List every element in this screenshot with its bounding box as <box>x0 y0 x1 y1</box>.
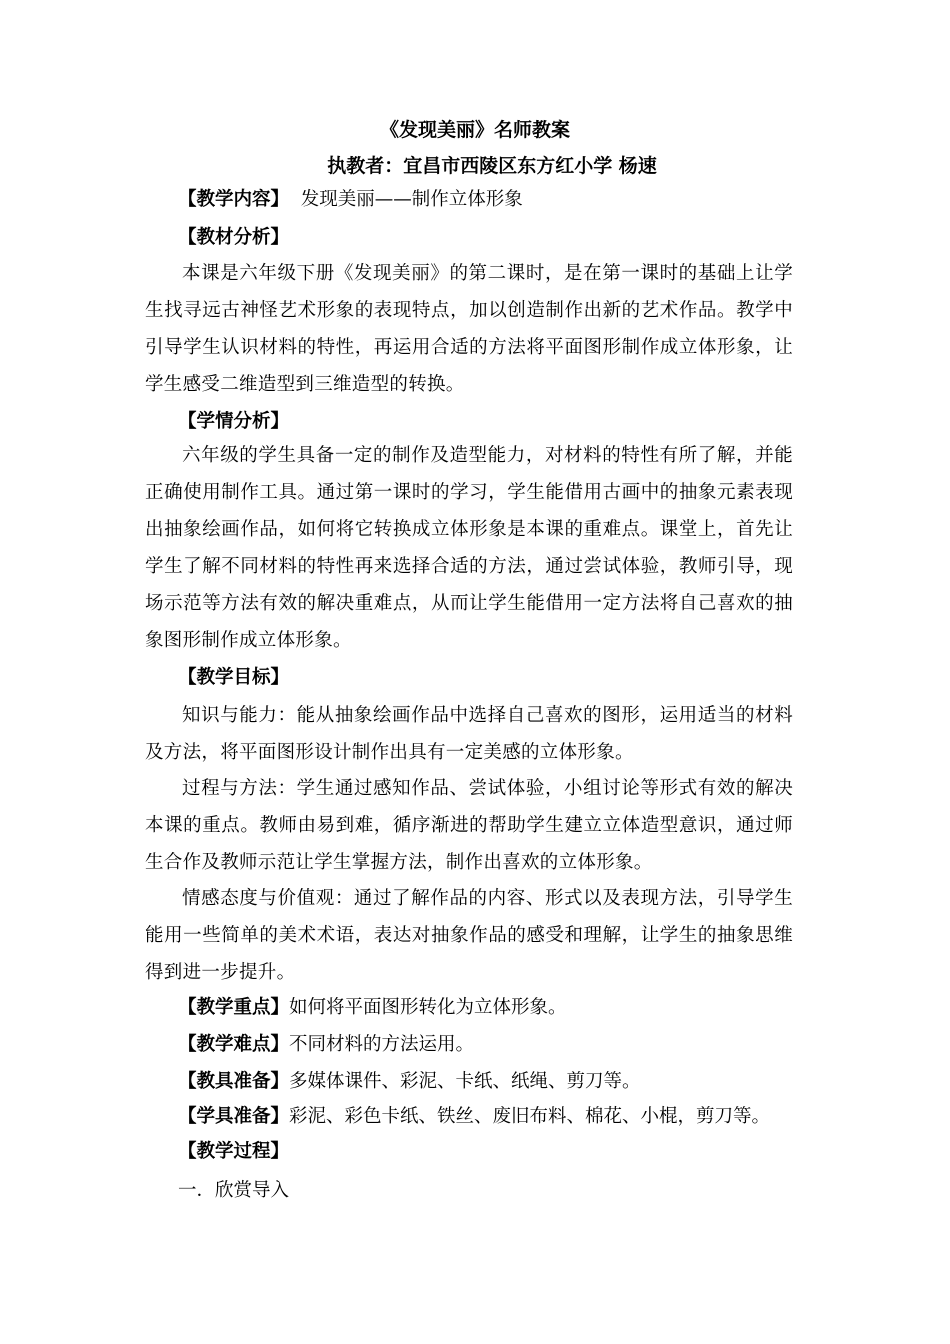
teaching-content-label: 【教学内容】 <box>178 189 290 210</box>
student-tools-label: 【学具准备】 <box>178 1106 290 1127</box>
process-step-1: 一．欣赏导入 <box>178 1180 290 1201</box>
goal-process-text: 过程与方法：学生通过感知作品、尝试体验，小组讨论等形式有效的解决本课的重点。教师由易到难，循序渐进的帮助学生建立立体造型意识，通过师生合作及教师示范让学生掌握方法，制作出喜欢的立体形象。 <box>145 778 793 873</box>
student-tools-row <box>178 1105 770 1129</box>
key-point-row <box>178 996 567 1020</box>
student-tools-text: 彩泥、彩色卡纸、铁丝、废旧布料、棉花、小棍，剪刀等。 <box>289 1106 771 1127</box>
key-point-label: 【教学重点】 <box>178 997 290 1018</box>
document-title: 《发现美丽》名师教案 <box>379 119 570 141</box>
difficulty-label: 【教学难点】 <box>178 1034 290 1055</box>
document-author: 执教者：宜昌市西陵区东方红小学 杨速 <box>327 155 657 177</box>
material-analysis-text: 本课是六年级下册《发现美丽》的第二课时，是在第一课时的基础上让学生找寻远古神怪艺术形象的表现特点，加以创造制作出新的艺术作品。教学中引导学生认识材料的特性，再运用合适的方法将平面图形制作成立体形象，让学生感受二维造型到三维造型的转换。 <box>145 263 793 395</box>
teacher-tools-label: 【教具准备】 <box>178 1071 290 1092</box>
material-analysis-heading: 【教材分析】 <box>178 227 290 248</box>
teacher-tools-row <box>178 1070 641 1094</box>
teaching-content-row <box>178 188 523 212</box>
difficulty-row <box>178 1033 474 1057</box>
teaching-process-heading: 【教学过程】 <box>178 1141 290 1162</box>
difficulty-text: 不同材料的方法运用。 <box>289 1034 475 1055</box>
goal-knowledge-text: 知识与能力：能从抽象绘画作品中选择自己喜欢的图形，运用适当的材料及方法，将平面图形设计制作出具有一定美感的立体形象。 <box>145 705 793 763</box>
student-analysis-text: 六年级的学生具备一定的制作及造型能力，对材料的特性有所了解，并能正确使用制作工具。通过第一课时的学习，学生能借用古画中的抽象元素表现出抽象绘画作品，如何将它转换成立体形象是本课的重难点。课堂上，首先让学生了解不同材料的特性再来选择合适的方法，通过尝试体验，教师引导，现场示范等方法有效的解决重难点，从而让学生能借用一定方法将自己喜欢的抽象图形制作成立体形象。 <box>145 445 793 651</box>
teacher-tools-text: 多媒体课件、彩泥、卡纸、纸绳、剪刀等。 <box>289 1071 641 1092</box>
teaching-goals-heading: 【教学目标】 <box>178 667 290 688</box>
student-analysis-heading: 【学情分析】 <box>178 411 290 432</box>
goal-emotion-text: 情感态度与价值观：通过了解作品的内容、形式以及表现方法，引导学生能用一些简单的美术术语，表达对抽象作品的感受和理解，让学生的抽象思维得到进一步提升。 <box>145 888 793 983</box>
teaching-content-text: 发现美丽——制作立体形象 <box>300 189 523 210</box>
key-point-text: 如何将平面图形转化为立体形象。 <box>289 997 567 1018</box>
